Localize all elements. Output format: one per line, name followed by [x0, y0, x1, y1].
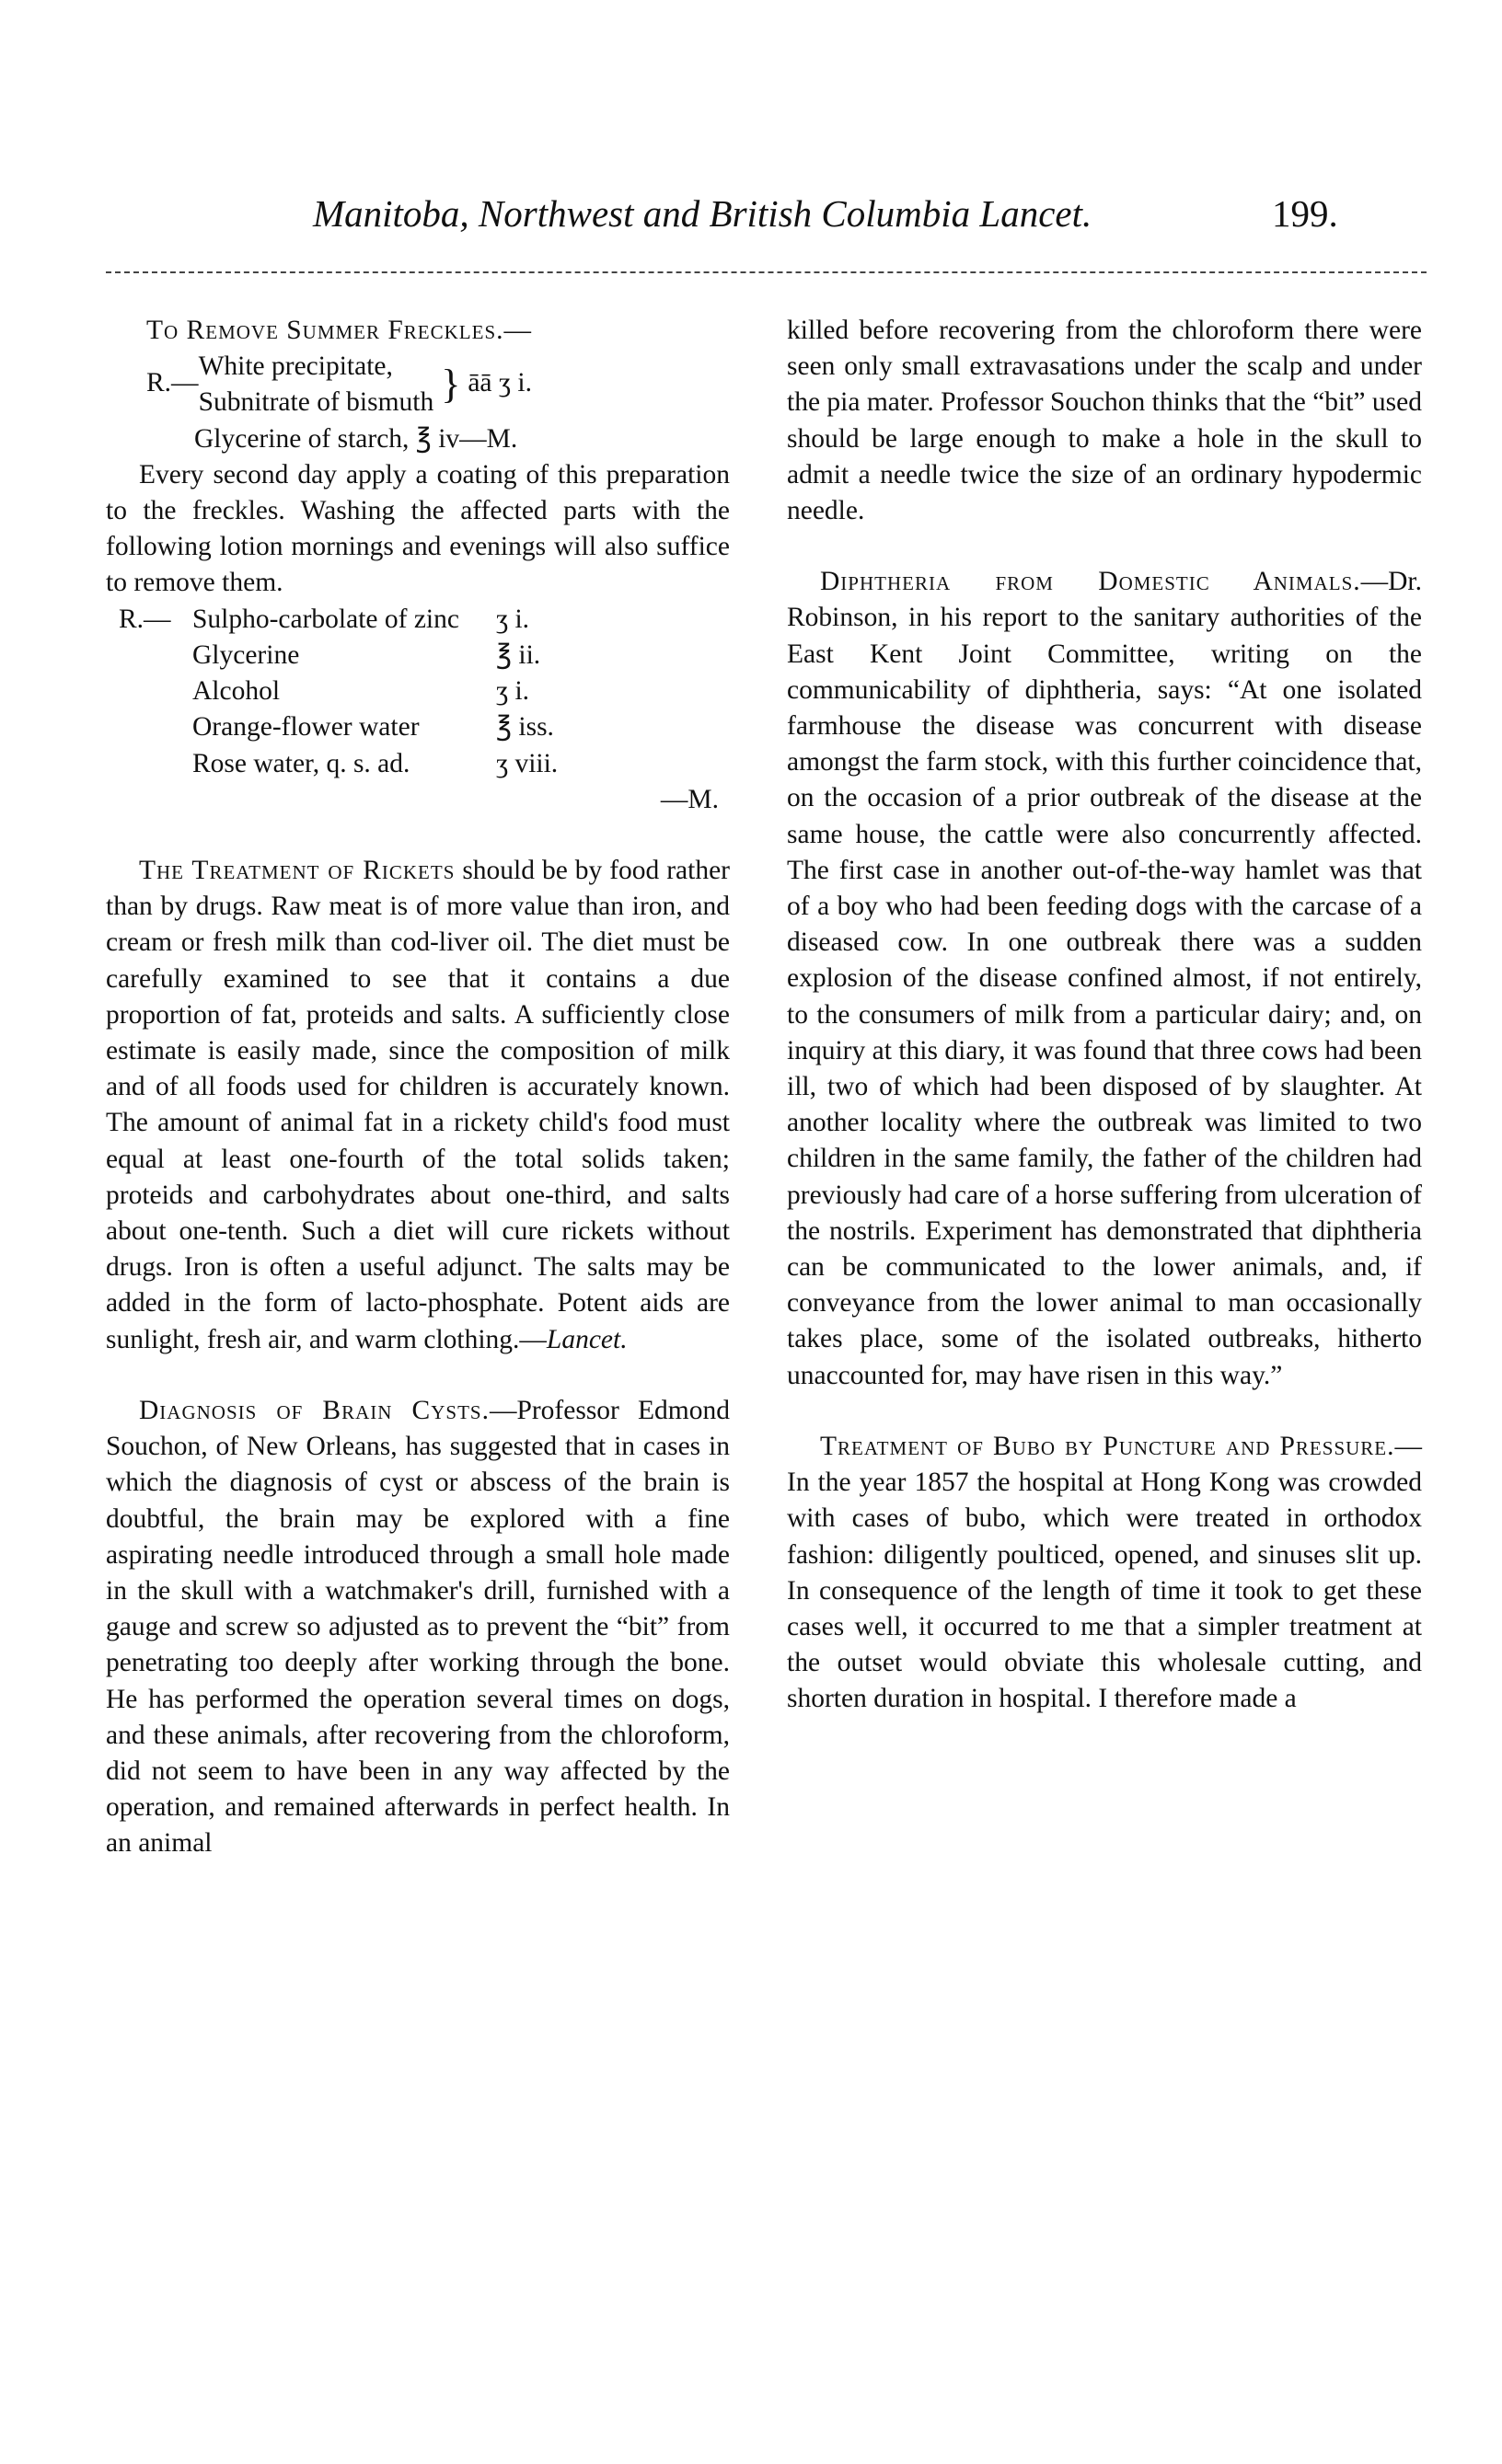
rx2-row: Orange-flower water ℥ iss. — [192, 712, 554, 743]
bubo-heading: Treatment of Bubo by Puncture and Pressure. — [820, 1431, 1395, 1461]
right-column — [787, 313, 1422, 1753]
running-title: Manitoba, Northwest and British Columbia Lancet. — [313, 192, 1092, 235]
freckles-heading: To Remove Summer Freckles.— — [146, 316, 533, 345]
header-rule — [106, 271, 1427, 273]
article-brain-cysts — [106, 1393, 730, 1862]
rx2-row: Glycerine ℥ ii. — [192, 640, 541, 671]
rx1-ingredient-a: White precipitate, — [198, 351, 393, 382]
rx1-ingredient-c: Glycerine of starch, ℥ iv—M. — [194, 423, 518, 454]
rx2-end: —M. — [660, 784, 719, 814]
rx2-table — [192, 602, 558, 782]
freckles-body: Every second day apply a coating of this preparation to the freckles. Washing the affected parts with the following lotion mornings and evenings will also suffice to remove them. — [106, 459, 730, 598]
bubo-body: —In the year 1857 the hospital at Hong Kong was crowded with cases of bubo, which were treated in orthodox fashion: diligently poulticed, opened, and sinuses slit up. In consequence of the length of time it took to get these cases well, it occurred to me that a simpler treatment at the outset would obviate this wholesale cutting, and shorten duration in hospital. I therefore made a — [787, 1431, 1422, 1714]
rx2-row: Alcohol ʒ i. — [192, 676, 530, 707]
brain-cysts-body: —Professor Edmond Souchon, of New Orleans, has suggested that in cases in which the diagnosis of cyst or abscess of the brain is doubtful, the brain may be explored with a fine aspirating needle introduced through a small hole made in the skull with a watchmaker's drill, furnished with a gauge and screw so adjusted as to prevent the “bit” from penetrating too deeply after working through the bone. He has performed the operation several times on dogs, and these animals, after recovering from the chloroform, did not seem to have been in any way affected by the operation, and remained afterwards in perfect health. In an animal — [106, 1395, 730, 1859]
article-brain-cysts-continued — [787, 313, 1422, 529]
rx1-brace: } — [441, 362, 461, 408]
rx2-row: Sulpho-carbolate of zinc ʒ i. — [192, 604, 530, 634]
left-column — [106, 313, 730, 1897]
rickets-source: Lancet. — [546, 1324, 628, 1354]
page-header — [0, 191, 1502, 247]
diphtheria-body: —Dr. Robinson, in his report to the sanitary authorities of the East Kent Joint Committee, writing on the communicability of diphtheria, says: “At one isolated farmhouse the disease was concurrent with disease amongst the farm stock, with this further coincidence that, on the occasion of a prior outbreak of the disease at the same house, the cattle were also concurrently affected. The first case in another out-of-the-way hamlet was that of a boy who had been feeding dogs with the carcase of a diseased cow. In one outbreak there was a sudden explosion of the disease confined almost, if not entirely, to the consumers of milk from a particular dairy; and, on inquiry at this diary, it was found that three cows had been ill, two of which had been disposed of by slaughter. At another locality where the outbreak was limited to two children in the same family, the father of the children had previously had care of a horse suffering from ulceration of the nostrils. Experiment has demonstrated that diphtheria can be communicated to the lower animals, and, if conveyance from the lower animal to man occasionally takes place, some of the isolated outbreaks, hitherto unaccounted for, may have risen in this way.” — [787, 567, 1422, 1390]
article-bubo — [787, 1429, 1422, 1718]
article-freckles — [106, 313, 730, 818]
rx2-prefix: R.— — [119, 604, 171, 634]
brain-cysts-continuation: killed before recovering from the chloroform there were seen only small extravasations under the scalp and under the pia mater. Professor Souchon thinks that the “bit” used should be large enough to make a hole in the skull to admit a needle twice the size of an ordinary hypodermic needle. — [787, 316, 1422, 526]
page-number: 199. — [1272, 192, 1338, 235]
rx1-brace-group — [199, 349, 434, 420]
rx1-prefix: R.— — [146, 368, 199, 398]
brain-cysts-heading: Diagnosis of Brain Cysts. — [139, 1395, 490, 1425]
rx1-ingredient-b: Subnitrate of bismuth — [198, 387, 434, 418]
rx2-row: Rose water, q. s. ad. ʒ viii. — [192, 748, 559, 778]
diphtheria-heading: Diphtheria from Domestic Animals. — [820, 567, 1361, 597]
rickets-heading: The Treatment of Rickets — [139, 856, 456, 886]
article-rickets — [106, 853, 730, 1358]
rickets-body: should be by food rather than by drugs. Raw meat is of more value than iron, and cream or fresh milk than cod-liver oil. The diet must be carefully examined to see that it contains a due proportion of fat, proteids and salts. A sufficiently close estimate is easily made, since the composition of milk and of all foods used for children is accurately known. The amount of animal fat in a rickety child's food must equal at least one-fourth of the total solids taken; proteids and carbohydrates about one-third, and salts about one-tenth. Such a diet will cure rickets without drugs. Iron is often a useful adjunct. The salts may be added in the form of lacto-phosphate. Potent aids are sunlight, fresh air, and warm clothing.— — [106, 856, 731, 1354]
rx1-dose: āā ʒ i. — [468, 368, 532, 398]
article-diphtheria — [787, 564, 1422, 1394]
